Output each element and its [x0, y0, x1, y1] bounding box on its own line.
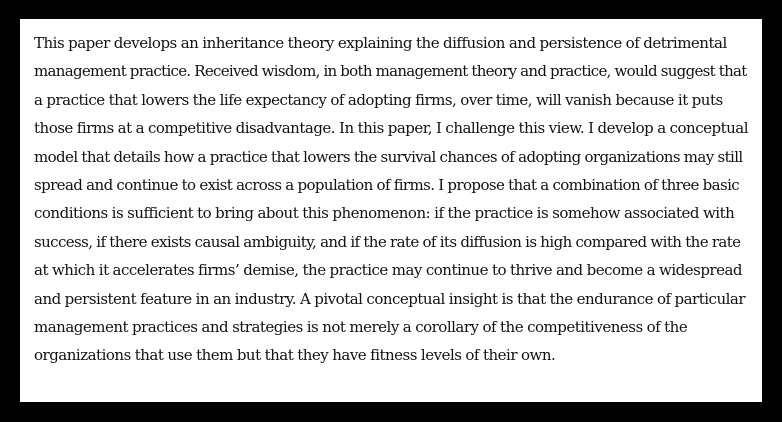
abstract-line: at which it accelerates firms’ demise, the practice may continue to thrive and become a widespread	[34, 261, 743, 280]
abstract-line: management practice. Received wisdom, in both management theory and practice, would suggest that	[34, 62, 747, 81]
abstract-line: those firms at a competitive disadvantage. In this paper, I challenge this view. I develop a conceptual	[34, 119, 749, 138]
abstract-line: spread and continue to exist across a population of firms. I propose that a combination of three basic	[34, 176, 740, 195]
abstract-line: conditions is sufficient to bring about this phenomenon: if the practice is somehow associated with	[34, 204, 735, 223]
abstract-line: success, if there exists causal ambiguity, and if the rate of its diffusion is high compared with the rate	[34, 232, 741, 251]
abstract-line: This paper develops an inheritance theory explaining the diffusion and persistence of detrimental	[34, 34, 727, 52]
document-page	[20, 19, 762, 402]
abstract-line: management practices and strategies is not merely a corollary of the competitiveness of the	[34, 318, 688, 337]
abstract-line: model that details how a practice that lowers the survival chances of adopting organizations may still	[34, 147, 743, 166]
abstract-line: and persistent feature in an industry. A pivotal conceptual insight is that the endurance of particular	[34, 289, 746, 308]
abstract-line: organizations that use them but that they have fitness levels of their own.	[34, 346, 556, 365]
abstract-paragraph	[34, 29, 748, 370]
abstract-line: a practice that lowers the life expectancy of adopting firms, over time, will vanish because it puts	[34, 90, 723, 109]
